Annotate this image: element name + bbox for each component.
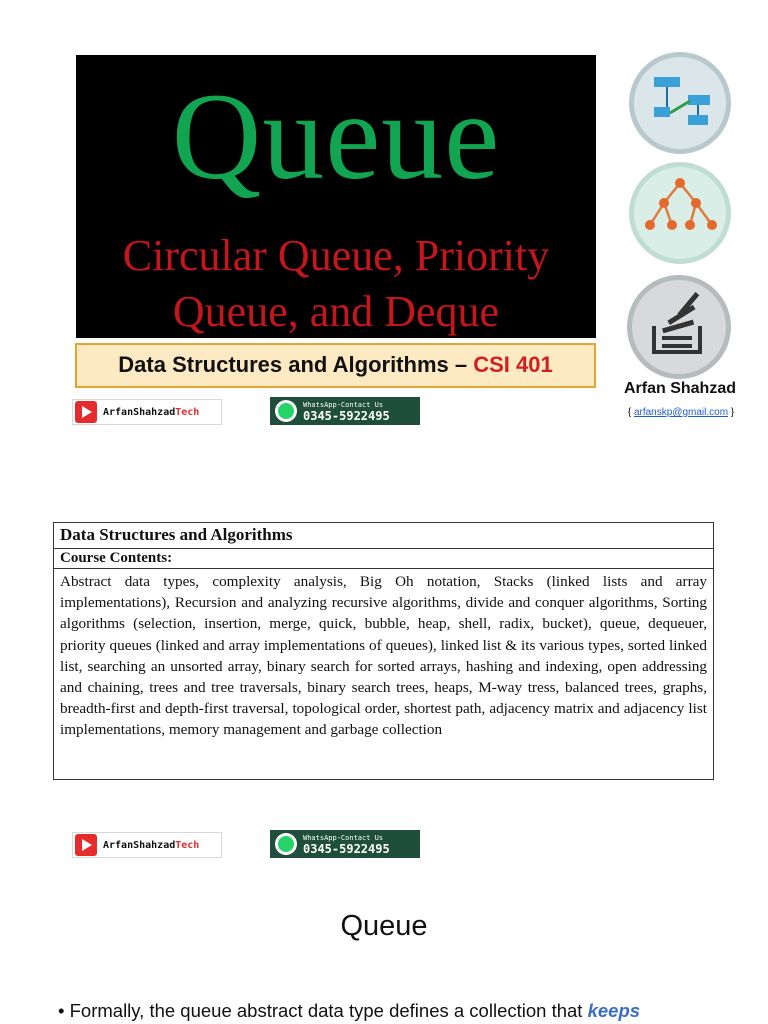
whatsapp-contact-badge[interactable] bbox=[270, 830, 420, 858]
youtube-channel-badge[interactable] bbox=[72, 399, 222, 425]
tree-icon bbox=[629, 162, 731, 264]
course-contents-label: Course Contents: bbox=[54, 549, 713, 569]
course-table-title: Data Structures and Algorithms bbox=[54, 523, 713, 549]
email-brace-close: } bbox=[728, 407, 735, 418]
banner-subtitle bbox=[76, 228, 596, 338]
stack-icon bbox=[627, 275, 731, 379]
banner-subtitle-line2: Queue, and Deque bbox=[172, 287, 500, 336]
youtube-channel-name: ArfanShahzadTech bbox=[103, 406, 200, 418]
flowchart-icon bbox=[629, 52, 731, 154]
whatsapp-icon bbox=[275, 833, 297, 855]
whatsapp-caption: WhatsApp-Contact Us bbox=[303, 401, 384, 409]
youtube-channel-name: ArfanShahzadTech bbox=[103, 839, 200, 851]
course-name-box bbox=[75, 343, 596, 388]
youtube-channel-badge[interactable] bbox=[72, 832, 222, 858]
whatsapp-number: 0345-5922495 bbox=[303, 409, 390, 423]
title-banner bbox=[76, 55, 596, 338]
whatsapp-texts bbox=[303, 400, 390, 422]
email-brace-open: { bbox=[627, 407, 634, 418]
section-heading: Queue bbox=[340, 910, 428, 942]
whatsapp-caption: WhatsApp-Contact Us bbox=[303, 834, 384, 842]
author-name: Arfan Shahzad bbox=[623, 380, 736, 397]
author-email-link[interactable]: arfanskp@gmail.com bbox=[633, 407, 729, 418]
whatsapp-contact-badge[interactable] bbox=[270, 397, 420, 425]
bullet-emphasis: keeps bbox=[587, 1000, 641, 1021]
whatsapp-number: 0345-5922495 bbox=[303, 842, 390, 856]
play-icon bbox=[75, 834, 97, 856]
bullet-text: • Formally, the queue abstract data type defines a collection that bbox=[58, 1000, 588, 1021]
whatsapp-texts bbox=[303, 833, 390, 855]
author-email-line bbox=[606, 407, 756, 418]
banner-subtitle-line1: Circular Queue, Priority bbox=[122, 231, 550, 280]
course-name: Data Structures and Algorithms – bbox=[118, 352, 474, 377]
banner-title: Queue bbox=[171, 68, 501, 205]
course-code: CSI 401 bbox=[473, 352, 553, 377]
whatsapp-icon bbox=[275, 400, 297, 422]
course-contents-text: Abstract data types, complexity analysis, Big Oh notation, Stacks (linked lists and array implementations), Recursion and analyzing recursive algorithms, divide and conquer algorithms, Sorting algorithms (selection, insertion, merge, quick, bubble, heap, shell, radix, bucket), queue, dequeuer, priority queues (linked and array implementations of queues), linked list & its various types, sorted linked list, searching an unsorted array, binary search for sorted arrays, hashing and indexing, open addressing and chaining, trees and tree traversals, binary search trees, heaps, M-way tress, balanced trees, graphs, breadth-first and depth-first traversal, topological order, shortest path, adjacency matrix and adjacency list implementations, memory management and garbage collection bbox=[60, 573, 707, 739]
course-contents-table bbox=[53, 522, 714, 780]
bullet-item bbox=[58, 1000, 640, 1022]
play-icon bbox=[75, 401, 97, 423]
